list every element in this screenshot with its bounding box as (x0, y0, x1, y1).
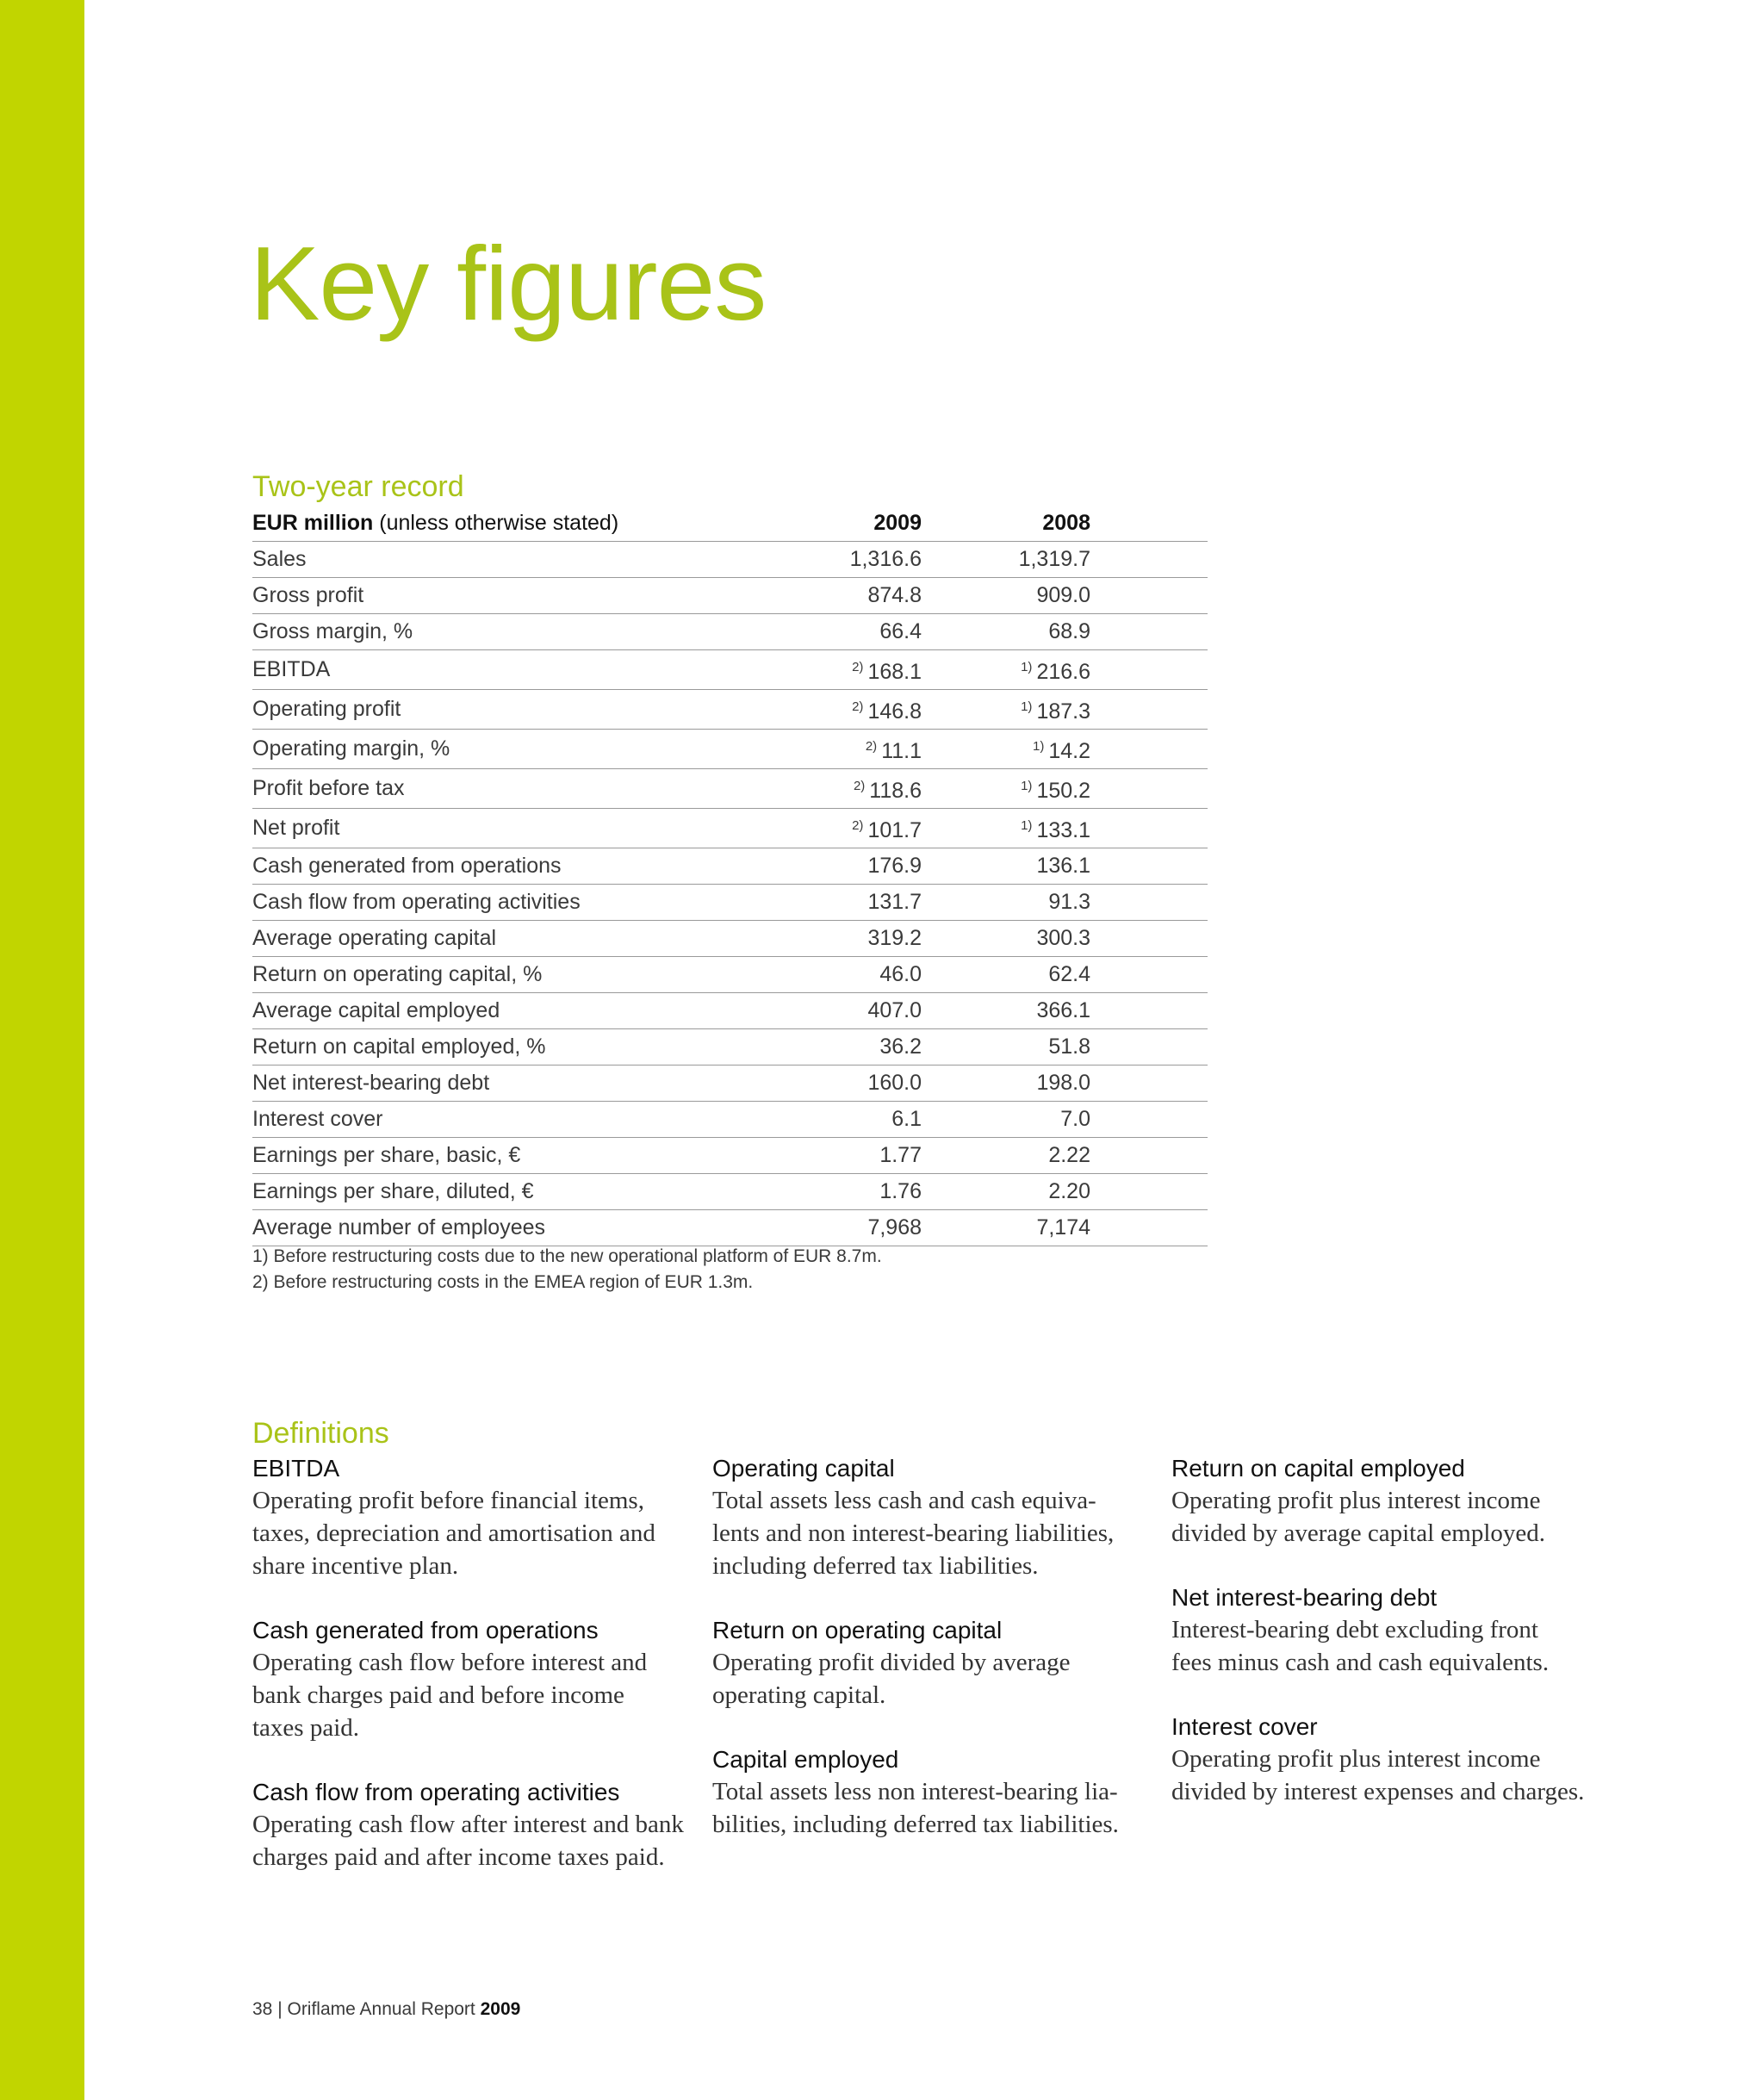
side-color-bar (0, 0, 84, 2100)
value-2009: 46.0 (879, 962, 922, 986)
definition-term: EBITDA (252, 1455, 340, 1482)
value-2009: 1,316.6 (849, 547, 922, 571)
value-2008-cell (922, 1210, 1090, 1246)
value-2008-cell (922, 993, 1090, 1029)
value-2008-cell (922, 921, 1090, 957)
table-header-row (252, 506, 1208, 542)
table-row (252, 614, 1208, 650)
row-label: Cash flow from operating activities (252, 885, 752, 921)
row-spacer (1090, 885, 1208, 921)
row-spacer (1090, 809, 1208, 848)
footnote-marker: 2) (852, 660, 864, 674)
row-spacer (1090, 769, 1208, 809)
value-2009: 11.1 (881, 739, 922, 763)
row-label: Cash generated from operations (252, 848, 752, 885)
table-row (252, 1174, 1208, 1210)
row-spacer (1090, 542, 1208, 578)
value-2008: 1,319.7 (1018, 547, 1090, 571)
definition-term: Operating capital (712, 1455, 895, 1482)
value-2009-cell (752, 1138, 922, 1174)
footnote-marker: 2) (852, 699, 864, 714)
value-2008: 133.1 (1036, 818, 1090, 842)
row-spacer (1090, 730, 1208, 769)
definition-ebitda (252, 1453, 692, 1582)
record-table-body (252, 542, 1208, 1246)
row-label: Average operating capital (252, 921, 752, 957)
definition-text: Operating profit plus interest income divided by average capital employed. (1171, 1487, 1546, 1547)
value-2009-cell (752, 650, 922, 690)
value-2008-cell (922, 650, 1090, 690)
definition-operating-capital (712, 1453, 1152, 1582)
definition-term: Cash generated from operations (252, 1617, 599, 1643)
row-spacer (1090, 690, 1208, 730)
value-2008: 2.20 (1048, 1179, 1090, 1203)
value-2009-cell (752, 957, 922, 993)
value-2009-cell (752, 1210, 922, 1246)
row-spacer (1090, 1029, 1208, 1066)
definition-text: Operating profit plus interest income divided by interest expenses and charges. (1171, 1745, 1585, 1805)
unit-bold-label: EUR million (252, 511, 374, 535)
value-2009-cell (752, 809, 922, 848)
value-2008-cell (922, 848, 1090, 885)
value-2008: 136.1 (1036, 854, 1090, 878)
value-2009-cell (752, 921, 922, 957)
page-title: Key figures (250, 225, 767, 342)
definitions-column-2 (712, 1453, 1152, 1873)
row-label: Net interest-bearing debt (252, 1066, 752, 1102)
definition-text: Interest-bearing debt excluding front fees minus cash and cash equivalents. (1171, 1616, 1550, 1676)
row-label: Return on operating capital, % (252, 957, 752, 993)
value-2009: 176.9 (867, 854, 922, 878)
unit-header (252, 506, 752, 542)
row-spacer (1090, 848, 1208, 885)
row-label: Profit before tax (252, 769, 752, 809)
row-label: Operating margin, % (252, 730, 752, 769)
value-2009: 1.76 (879, 1179, 922, 1203)
table-row (252, 578, 1208, 614)
table-row (252, 650, 1208, 690)
table-row (252, 690, 1208, 730)
table-row (252, 769, 1208, 809)
definitions-column-3 (1171, 1453, 1611, 1841)
definition-net-interest-bearing-debt (1171, 1582, 1611, 1679)
definition-capital-employed (712, 1744, 1152, 1841)
value-2008: 91.3 (1048, 890, 1090, 914)
value-2009-cell (752, 690, 922, 730)
row-label: Operating profit (252, 690, 752, 730)
row-spacer (1090, 1102, 1208, 1138)
value-2009: 6.1 (891, 1107, 922, 1131)
table-row (252, 730, 1208, 769)
value-2008: 62.4 (1048, 962, 1090, 986)
row-label: EBITDA (252, 650, 752, 690)
value-2008-cell (922, 730, 1090, 769)
definition-term: Interest cover (1171, 1713, 1318, 1740)
value-2008-cell (922, 578, 1090, 614)
definition-term: Cash flow from operating activities (252, 1779, 620, 1805)
row-label: Earnings per share, basic, € (252, 1138, 752, 1174)
row-spacer (1090, 1210, 1208, 1246)
value-2008: 2.22 (1048, 1143, 1090, 1167)
row-spacer (1090, 578, 1208, 614)
value-2008: 909.0 (1036, 583, 1090, 607)
value-2008-cell (922, 614, 1090, 650)
row-label: Return on capital employed, % (252, 1029, 752, 1066)
value-2009-cell (752, 1102, 922, 1138)
value-2009: 1.77 (879, 1143, 922, 1167)
row-spacer (1090, 957, 1208, 993)
value-2009-cell (752, 885, 922, 921)
table-row (252, 809, 1208, 848)
table-row (252, 1066, 1208, 1102)
footer-text: 38 | Oriflame Annual Report (252, 1999, 481, 2019)
column-header-2008: 2008 (922, 506, 1090, 542)
definition-text: Total assets less cash and cash equiva- lents and non interest-bearing liabilities, including deferred tax liabilities. (712, 1487, 1115, 1580)
header-spacer (1090, 506, 1208, 542)
definition-cash-generated (252, 1615, 692, 1744)
definitions-title: Definitions (252, 1417, 389, 1450)
value-2008: 7.0 (1060, 1107, 1090, 1131)
footnote-2: 2) Before restructuring costs in the EMEA region of EUR 1.3m. (252, 1272, 754, 1292)
footnote-marker: 2) (852, 818, 864, 833)
definition-return-on-capital-employed (1171, 1453, 1611, 1550)
table-row (252, 1138, 1208, 1174)
footnote-marker: 1) (1021, 779, 1033, 793)
footnote-marker: 1) (1021, 818, 1033, 833)
unit-rest-label: (unless otherwise stated) (373, 511, 619, 535)
value-2009: 101.7 (867, 818, 922, 842)
value-2009: 66.4 (879, 619, 922, 643)
value-2008: 51.8 (1048, 1034, 1090, 1059)
value-2009: 407.0 (867, 998, 922, 1022)
value-2009-cell (752, 1174, 922, 1210)
value-2009-cell (752, 848, 922, 885)
value-2008-cell (922, 1138, 1090, 1174)
value-2008: 198.0 (1036, 1071, 1090, 1095)
value-2008-cell (922, 542, 1090, 578)
definitions-column-1 (252, 1453, 692, 1906)
footnote-marker: 1) (1021, 699, 1033, 714)
definition-term: Return on operating capital (712, 1617, 1003, 1643)
footer-year: 2009 (480, 1999, 521, 2019)
two-year-record-title: Two-year record (252, 470, 464, 503)
value-2008: 366.1 (1036, 998, 1090, 1022)
table-row (252, 1210, 1208, 1246)
table-row (252, 848, 1208, 885)
row-label: Earnings per share, diluted, € (252, 1174, 752, 1210)
value-2008: 68.9 (1048, 619, 1090, 643)
row-spacer (1090, 1138, 1208, 1174)
footnote-1: 1) Before restructuring costs due to the new operational platform of EUR 8.7m. (252, 1246, 882, 1266)
value-2008-cell (922, 957, 1090, 993)
value-2008-cell (922, 1066, 1090, 1102)
value-2009: 146.8 (867, 699, 922, 724)
value-2009-cell (752, 769, 922, 809)
row-label: Average number of employees (252, 1210, 752, 1246)
value-2009-cell (752, 1066, 922, 1102)
column-header-2009: 2009 (752, 506, 922, 542)
footnote-marker: 1) (1021, 660, 1033, 674)
row-spacer (1090, 993, 1208, 1029)
footnote-marker: 2) (865, 739, 878, 754)
value-2009: 36.2 (879, 1034, 922, 1059)
value-2008-cell (922, 690, 1090, 730)
table-row (252, 542, 1208, 578)
value-2009: 319.2 (867, 926, 922, 950)
definition-text: Operating cash flow after interest and bank charges paid and after income taxes paid. (252, 1811, 684, 1871)
table-row (252, 993, 1208, 1029)
value-2009: 168.1 (867, 660, 922, 684)
footnote-marker: 2) (853, 779, 866, 793)
row-spacer (1090, 921, 1208, 957)
value-2009: 131.7 (867, 890, 922, 914)
row-label: Net profit (252, 809, 752, 848)
row-spacer (1090, 1066, 1208, 1102)
value-2009: 118.6 (869, 779, 922, 803)
value-2008: 187.3 (1036, 699, 1090, 724)
value-2009: 874.8 (867, 583, 922, 607)
definition-text: Operating cash flow before interest and bank charges paid and before income taxes paid. (252, 1649, 648, 1742)
table-row (252, 1102, 1208, 1138)
definition-interest-cover (1171, 1712, 1611, 1808)
value-2008: 150.2 (1036, 779, 1090, 803)
row-label: Average capital employed (252, 993, 752, 1029)
value-2009-cell (752, 542, 922, 578)
value-2008-cell (922, 1174, 1090, 1210)
value-2009-cell (752, 1029, 922, 1066)
value-2009-cell (752, 614, 922, 650)
value-2008-cell (922, 1029, 1090, 1066)
value-2009: 7,968 (867, 1215, 922, 1239)
row-label: Sales (252, 542, 752, 578)
value-2009-cell (752, 730, 922, 769)
value-2008: 300.3 (1036, 926, 1090, 950)
row-label: Gross margin, % (252, 614, 752, 650)
row-spacer (1090, 614, 1208, 650)
value-2009-cell (752, 578, 922, 614)
definition-text: Operating profit before financial items, taxes, depreciation and amortisation and share incentive plan. (252, 1487, 655, 1580)
definition-term: Capital employed (712, 1746, 899, 1773)
footnote-marker: 1) (1032, 739, 1045, 754)
table-row (252, 885, 1208, 921)
value-2008: 14.2 (1048, 739, 1090, 763)
footnotes (252, 1244, 882, 1295)
definition-text: Total assets less non interest-bearing lia- bilities, including deferred tax liabilities. (712, 1778, 1119, 1838)
value-2008-cell (922, 769, 1090, 809)
table-row (252, 921, 1208, 957)
value-2008-cell (922, 885, 1090, 921)
page-footer (252, 1999, 520, 2020)
row-label: Interest cover (252, 1102, 752, 1138)
definition-cash-flow (252, 1777, 692, 1873)
value-2008: 7,174 (1036, 1215, 1090, 1239)
definition-return-on-operating-capital (712, 1615, 1152, 1712)
table-row (252, 957, 1208, 993)
value-2008-cell (922, 1102, 1090, 1138)
value-2009: 160.0 (867, 1071, 922, 1095)
value-2008-cell (922, 809, 1090, 848)
row-label: Gross profit (252, 578, 752, 614)
definition-term: Net interest-bearing debt (1171, 1584, 1438, 1611)
definition-term: Return on capital employed (1171, 1455, 1465, 1482)
definition-text: Operating profit divided by average operating capital. (712, 1649, 1071, 1709)
value-2009-cell (752, 993, 922, 1029)
row-spacer (1090, 650, 1208, 690)
table-row (252, 1029, 1208, 1066)
row-spacer (1090, 1174, 1208, 1210)
value-2008: 216.6 (1036, 660, 1090, 684)
two-year-record-table (252, 506, 1208, 1246)
